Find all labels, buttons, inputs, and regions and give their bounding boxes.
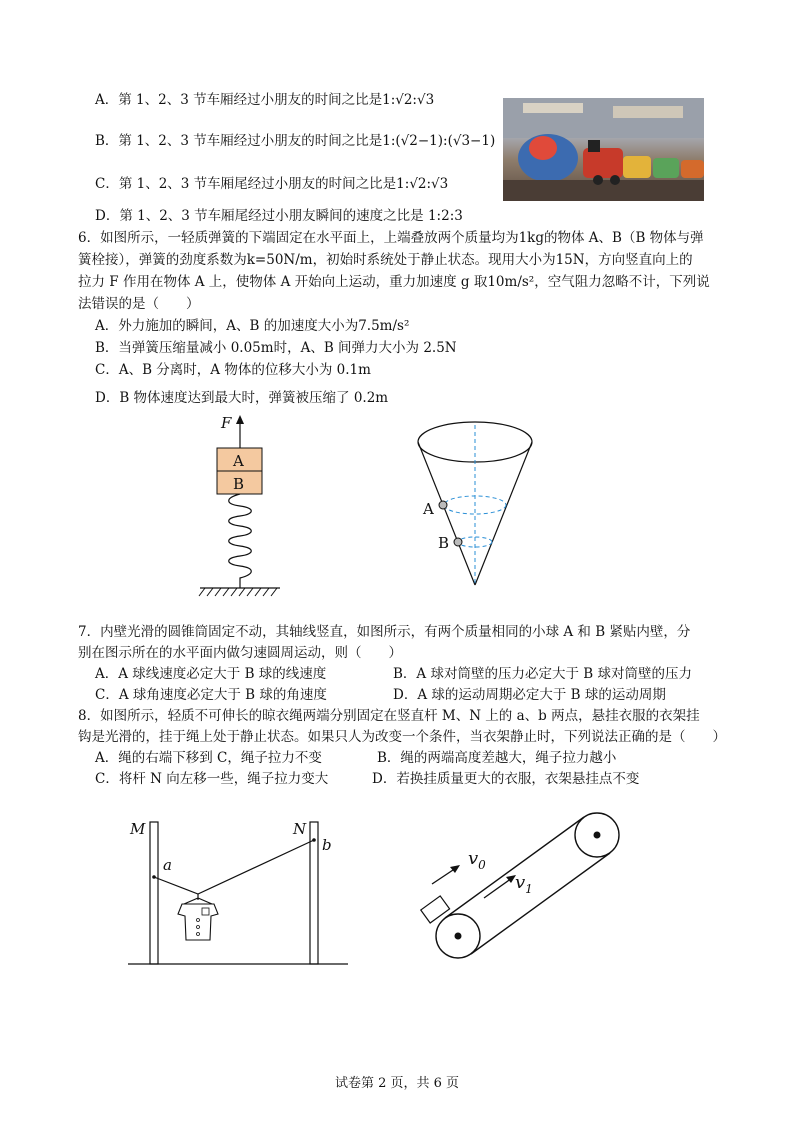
q7-option-a: A．A 球线速度必定大于 B 球的线速度 [95, 666, 327, 682]
train-photo [503, 98, 704, 201]
pole-n-label: N [293, 820, 307, 838]
q6-stem-line2: 簧栓接），弹簧的劲度系数为k=50N/m，初始时系统处于静止状态。现用大小为15N，方向竖直向上的 [78, 252, 693, 268]
ball-a-label: A [423, 500, 434, 518]
q6-option-a: A．外力施加的瞬间，A、B 的加速度大小为7.5m/s² [95, 318, 410, 334]
q5-option-a: A．第 1、2、3 节车厢经过小朋友的时间之比是1:√2:√3 [95, 92, 435, 108]
q7-option-b: B．A 球对筒壁的压力必定大于 B 球对筒壁的压力 [393, 666, 692, 682]
force-label: F [221, 414, 232, 432]
q7-option-d: D．A 球的运动周期必定大于 B 球的运动周期 [393, 687, 666, 703]
q5-option-b: B．第 1、2、3 节车厢经过小朋友的时间之比是1:(√2−1):(√3−1) [95, 133, 496, 149]
q8-stem-line1: 8．如图所示，轻质不可伸长的晾衣绳两端分别固定在竖直杆 M、N 上的 a、b 两点，悬挂衣服的衣架挂 [78, 708, 700, 724]
block-a-label: A [233, 452, 244, 470]
clothesline-figure [118, 812, 358, 972]
q6-stem-line4: 法错误的是（ ） [78, 296, 200, 312]
v0-label: $v_0$ [468, 848, 486, 872]
q6-stem-line3: 拉力 F 作用在物体 A 上，使物体 A 开始向上运动，重力加速度 g 取10m/s²，空气阻力忽略不计，下列说 [78, 274, 710, 290]
point-a-label: a [163, 856, 172, 874]
q6-option-b: B．当弹簧压缩量减小 0.05m时，A、B 间弹力大小为 2.5N [95, 340, 457, 356]
q8-option-c: C．将杆 N 向左移一些，绳子拉力变大 [95, 771, 329, 787]
q6-option-c: C．A、B 分离时，A 物体的位移大小为 0.1m [95, 362, 371, 378]
pole-m-label: M [130, 820, 146, 838]
q7-stem-line2: 别在图示所在的水平面内做匀速圆周运动，则（ ） [78, 645, 402, 661]
q5-option-d: D．第 1、2、3 节车厢尾经过小朋友瞬间的速度之比是 1:2:3 [95, 208, 463, 224]
v1-label: $v_1$ [515, 872, 533, 896]
q8-option-a: A．绳的右端下移到 C，绳子拉力不变 [95, 750, 322, 766]
q6-option-d: D．B 物体速度达到最大时，弹簧被压缩了 0.2m [95, 390, 389, 406]
q5-option-c: C．第 1、2、3 节车厢尾经过小朋友的时间之比是1:√2:√3 [95, 176, 449, 192]
ball-b-label: B [438, 534, 450, 552]
q8-option-d: D．若换挂质量更大的衣服，衣架悬挂点不变 [372, 771, 640, 787]
q8-option-b: B．绳的两端高度差越大，绳子拉力越小 [377, 750, 617, 766]
page-footer: 试卷第 2 页，共 6 页 [334, 1076, 460, 1091]
conveyor-figure [420, 808, 630, 968]
block-b-label: B [233, 475, 245, 493]
spring-figure [195, 412, 285, 602]
q8-stem-line2: 钩是光滑的，挂于绳上处于静止状态。如果只人为改变一个条件，当衣架静止时，下列说法正确的是（ ） [78, 729, 726, 745]
q7-stem-line1: 7．内壁光滑的圆锥筒固定不动，其轴线竖直，如图所示，有两个质量相同的小球 A 和 B 紧贴内壁，分 [78, 624, 691, 640]
q7-option-c: C．A 球角速度必定大于 B 球的角速度 [95, 687, 327, 703]
cone-figure [415, 420, 545, 588]
q6-stem-line1: 6．如图所示，一轻质弹簧的下端固定在水平面上，上端叠放两个质量均为1kg的物体 A、B（B 物体与弹 [78, 230, 704, 246]
point-b-label: b [322, 836, 332, 854]
